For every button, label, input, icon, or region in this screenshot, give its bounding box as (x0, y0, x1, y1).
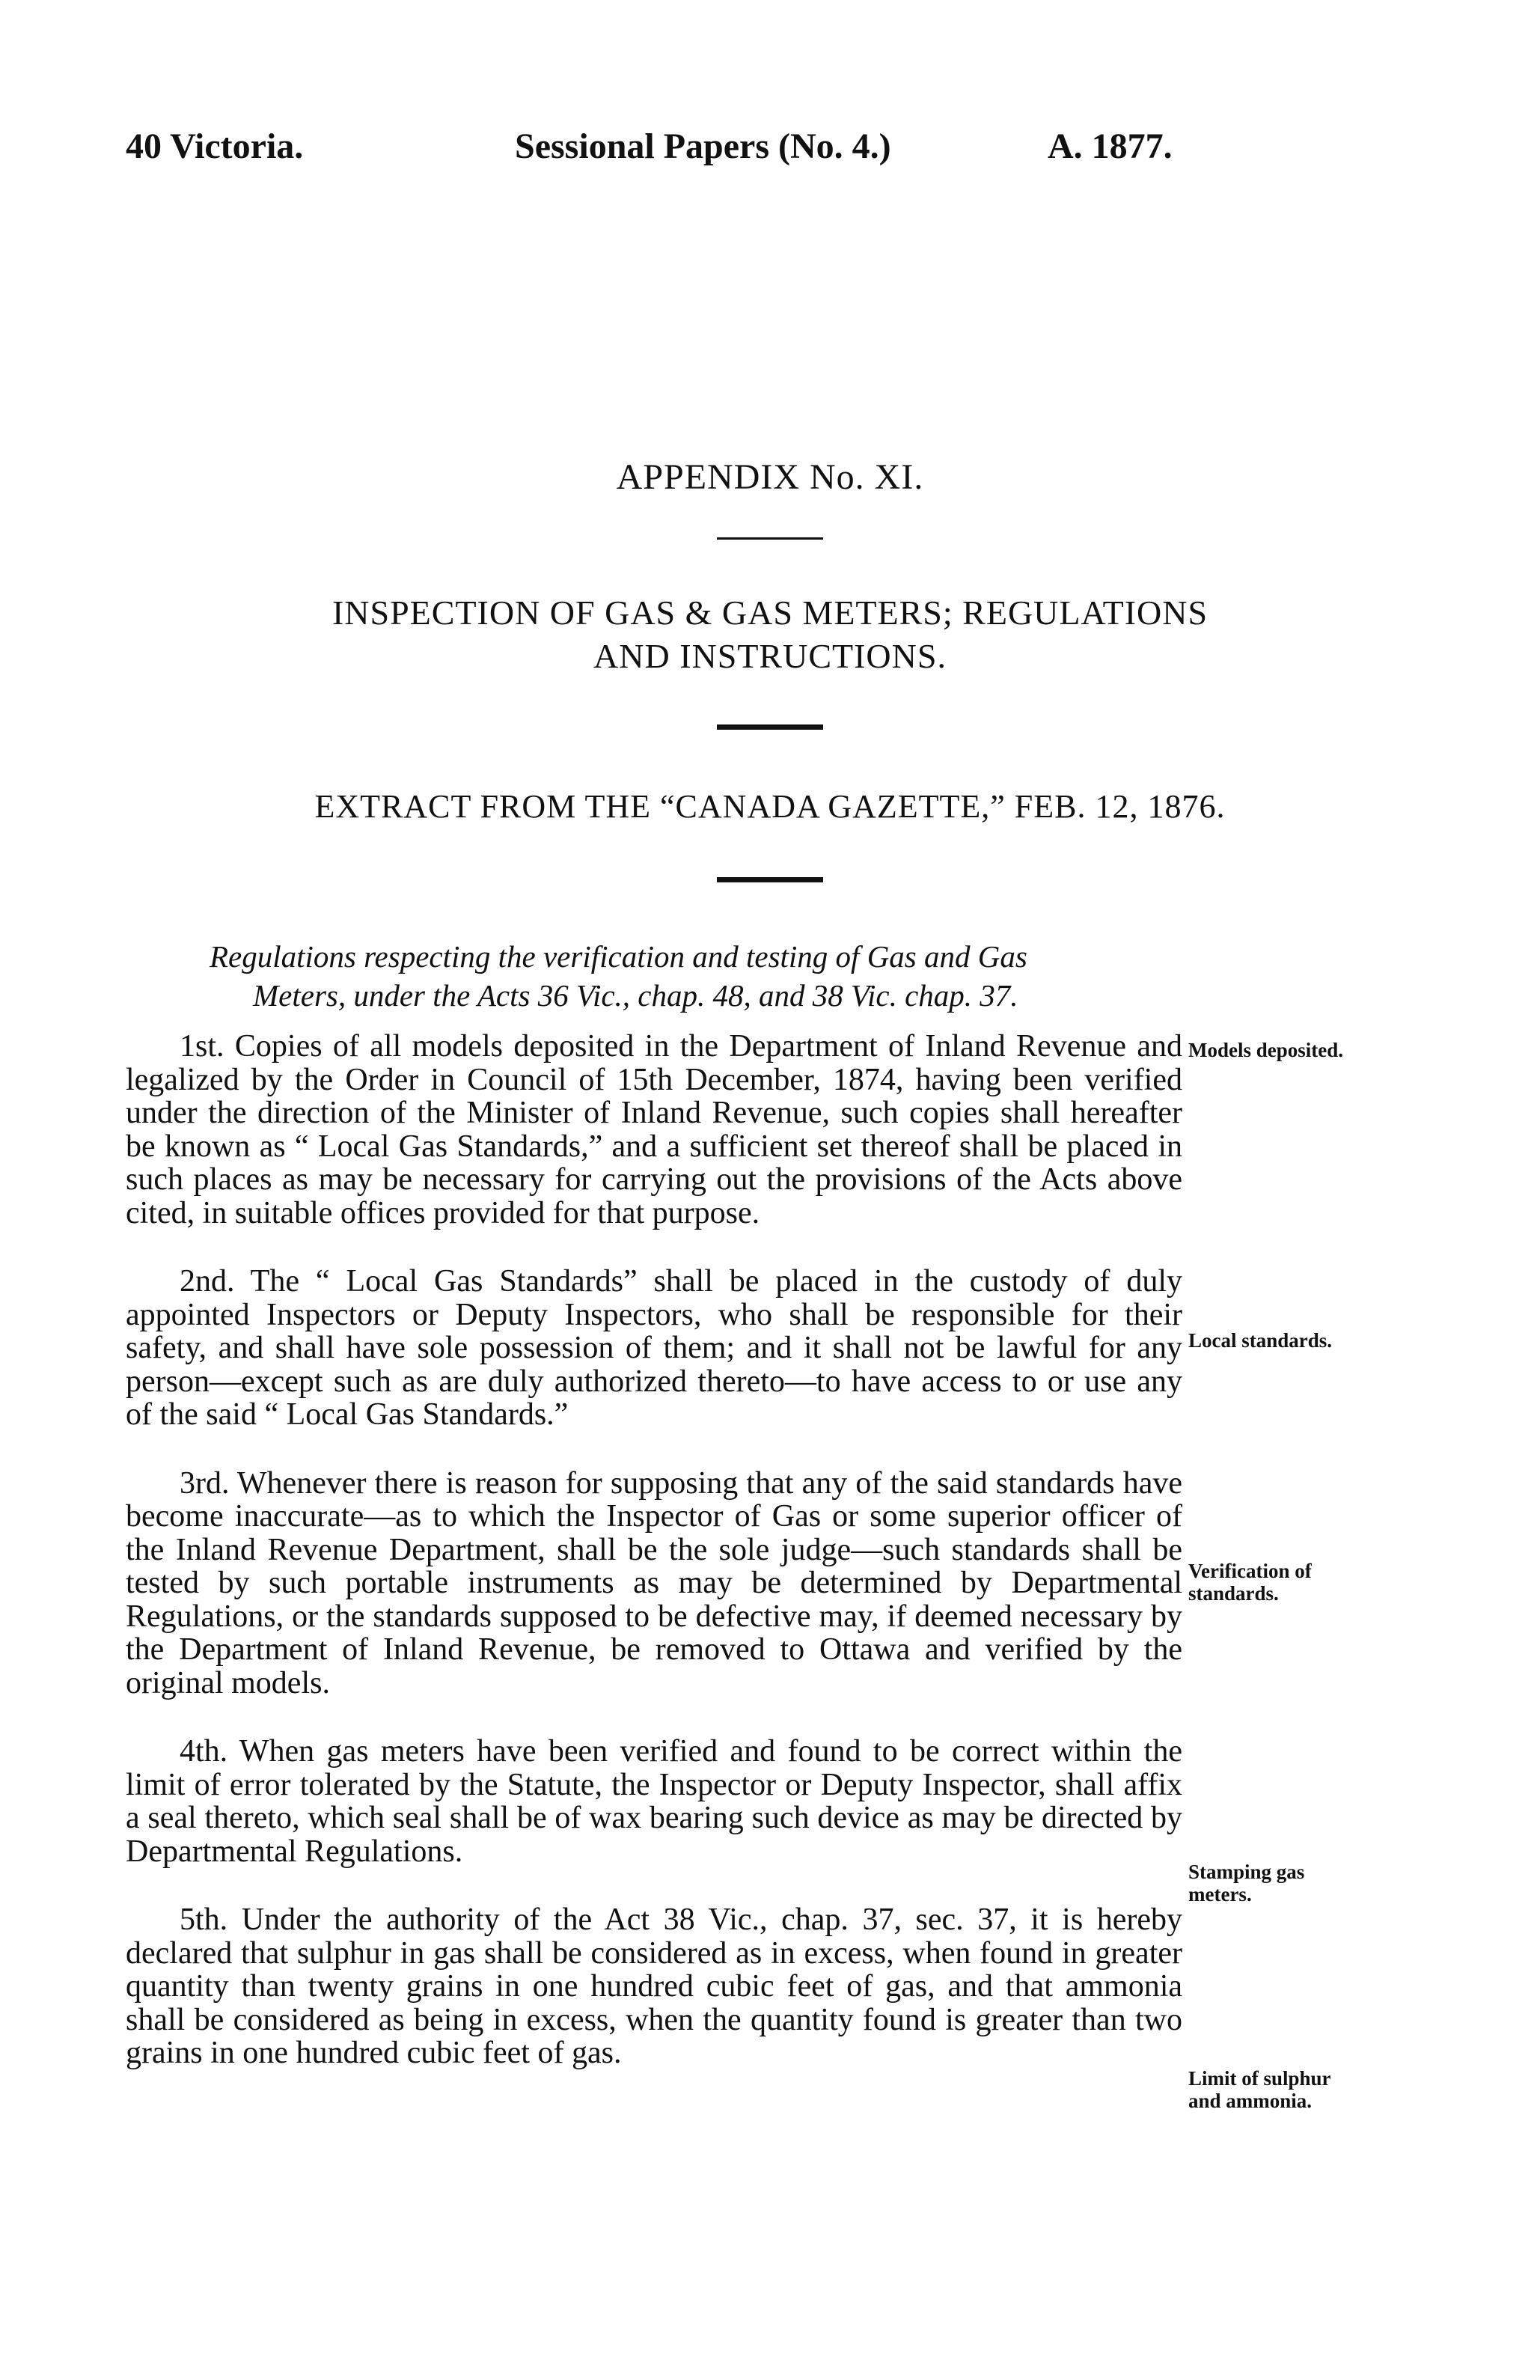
regulations-heading (210, 937, 1205, 1015)
regulations-body (126, 1030, 1182, 2105)
divider-rule (717, 537, 823, 540)
margin-note-local-standards: Local standards. (1188, 1329, 1333, 1352)
divider-rule (717, 877, 823, 882)
margin-note-verification: Verification of standards. (1188, 1560, 1312, 1605)
extract-heading: EXTRACT FROM THE “CANADA GAZETTE,” FEB. 12, 1876. (314, 788, 1226, 825)
regulations-heading-line-2: Meters, under the Acts 36 Vic., chap. 48, and 38 Vic. chap. 37. (253, 978, 1018, 1013)
paragraph-1st: 1st. Copies of all models deposited in the Department of Inland Revenue and legalized by the Order in Council of 15th December, 1874, having been verified under the direction of the Minister of Inland Revenue, such copies shall hereafter be known as “ Local Gas Standards,” and a sufficient set thereof shall be placed in such places as may be necessary for carrying out the provisions of the Acts above cited, in suitable offices provided for that purpose. (126, 1029, 1182, 1230)
regulations-heading-line-1: Regulations respecting the verification and testing of Gas and Gas (210, 939, 1027, 974)
appendix-heading: APPENDIX No. XI. (616, 457, 924, 497)
title-line-1: INSPECTION OF GAS & GAS METERS; REGULATIONS (331, 594, 1209, 632)
paragraph-3rd: 3rd. Whenever there is reason for supposing that any of the said standards have become inaccurate—as to which the Inspector of Gas or some superior officer of the Inland Revenue Department, shall be the sole judge—such standards shall be tested by such portable instruments as may be determined by Departmental Regulations, or the standards supposed to be defective may, if deemed necessary by the Department of Inland Revenue, be removed to Ottawa and verified by the original models. (126, 1465, 1182, 1700)
title-line-2: AND INSTRUCTIONS. (593, 637, 947, 675)
divider-rule (717, 724, 823, 730)
header-sessional-papers: Sessional Papers (No. 4.) (515, 126, 891, 166)
document-title (0, 591, 1540, 678)
paragraph-4th: 4th. When gas meters have been verified and found to be correct within the limit of error tolerated by the Statute, the Inspector or Deputy Inspector, shall affix a seal thereto, which seal shall be of wax bearing such device as may be directed by Departmental Regulations. (126, 1734, 1182, 1869)
paragraph-5th: 5th. Under the authority of the Act 38 Vic., chap. 37, sec. 37, it is hereby declared that sulphur in gas shall be considered as in excess, when found in greater quantity than twenty grains in one hundred cubic feet of gas, and that ammonia shall be considered as being in excess, when the quantity found is greater than two grains in one hundred cubic feet of gas. (126, 1903, 1182, 2070)
header-year: A. 1877. (1048, 126, 1173, 166)
header-session: 40 Victoria. (126, 126, 304, 166)
margin-note-stamping: Stamping gas meters. (1188, 1861, 1305, 1905)
margin-note-models: Models deposited. (1188, 1039, 1344, 1061)
margin-note-limit: Limit of sulphur and ammonia. (1188, 2067, 1331, 2112)
paragraph-2nd: 2nd. The “ Local Gas Standards” shall be placed in the custody of duly appointed Inspectors or Deputy Inspectors, who shall be responsible for their safety, and shall have sole possession of them; and it shall not be lawful for any person—except such as are duly authorized thereto—to have access to or use any of the said “ Local Gas Standards.” (126, 1264, 1182, 1432)
